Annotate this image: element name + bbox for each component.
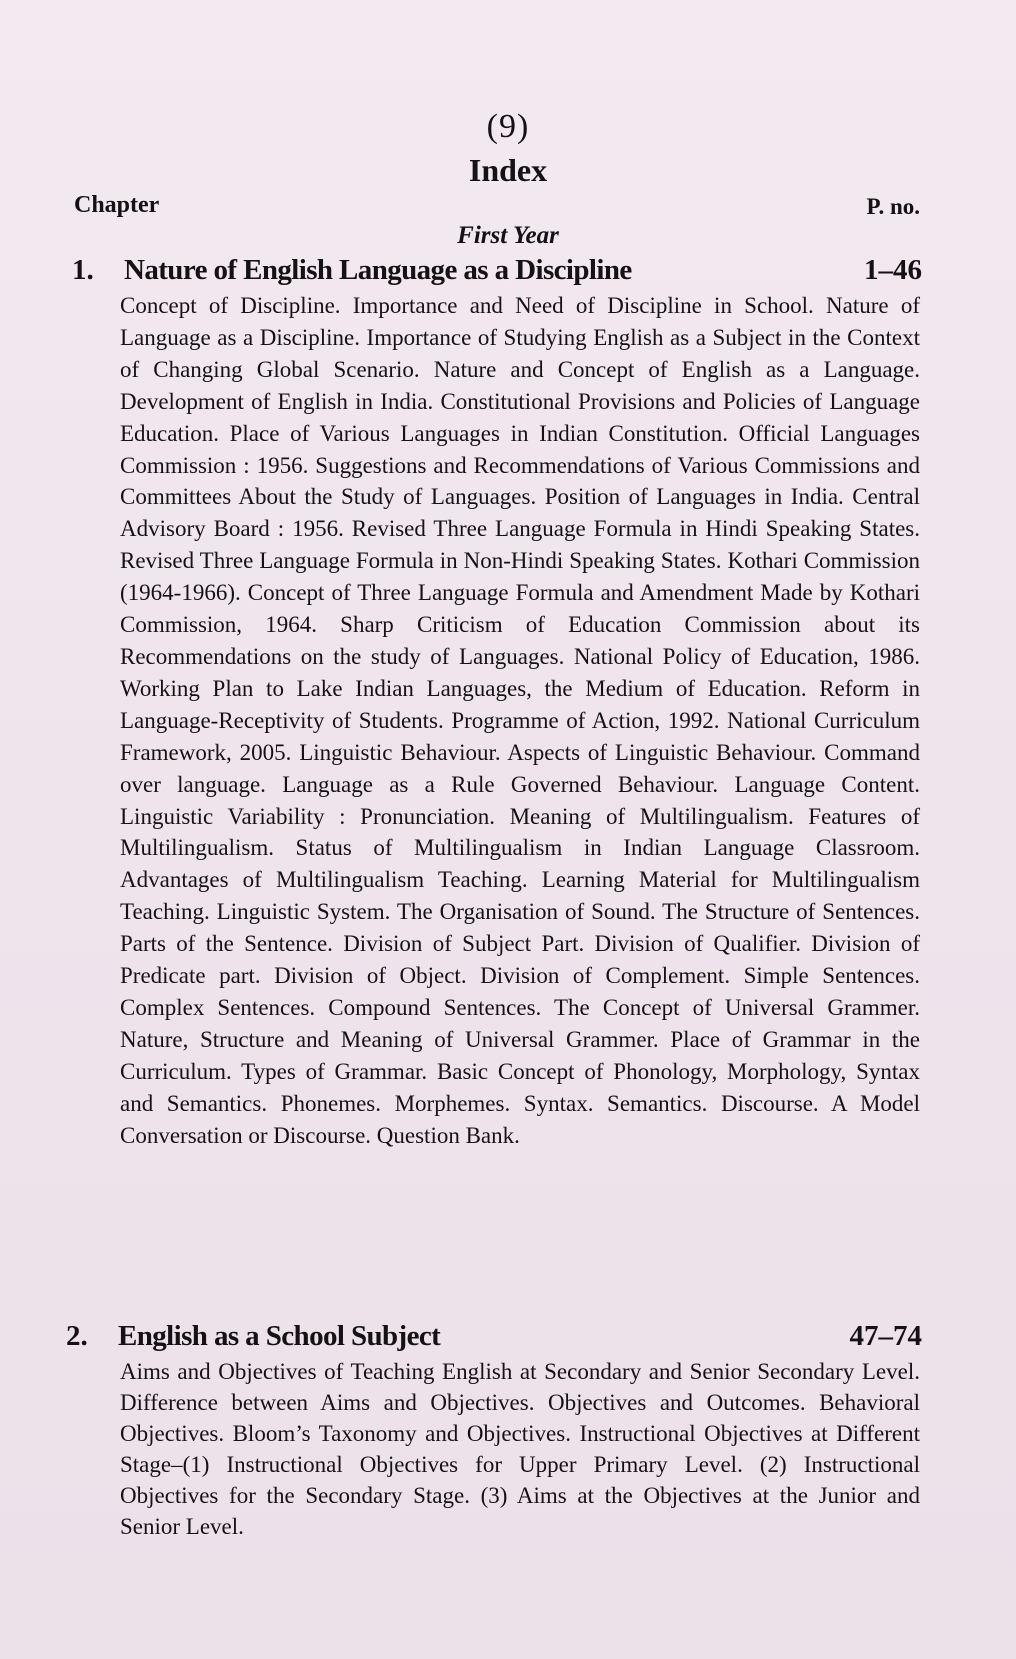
chapter-number: 2. <box>66 1320 88 1352</box>
column-header-page-number: P. no. <box>866 194 920 219</box>
chapter-description: Concept of Discipline. Importance and Need of Discipline in School. Nature of Language as a Discipline. Importance of Studying English as a Subject in the Context of Changing Global Scenario. Nature and Concept of English as a Language. Development of English in India. Constitutional Provisions and Policies of Language Education. Place of Various Languages in Indian Constitution. Official Languages Commission : 1956. Suggestions and Recommendations of Various Commissions and Committees About the Study of Languages. Position of Languages in India. Central Advisory Board : 1956. Revised Three Language Formula in Hindi Speaking States. Revised Three Language Formula in Non-Hindi Speaking States. Kothari Commission (1964-1966). Concept of Three Language Formula and Amendment Made by Kothari Commission, 1964. Sharp Criticism of Education Commission about its Recommendations on the study of Languages. National Policy of Education, 1986. Working Plan to Lake Indian Languages, the Medium of Education. Reform in Language-Receptivity of Students. Programme of Action, 1992. National Curriculum Framework, 2005. Linguistic Behaviour. Aspects of Linguistic Behaviour. Command over language. Language as a Rule Governed Behaviour. Language Content. Linguistic Variability : Pronunciation. Meaning of Multilingualism. Features of Multilingualism. Status of Multilingualism in Indian Language Classroom. Advantages of Multilingualism Teaching. Learning Material for Multilingualism Teaching. Linguistic System. The Organisation of Sound. The Structure of Sentences. Parts of the Sentence. Division of Subject Part. Division of Qualifier. Division of Predicate part. Division of Object. Division of Complement. Simple Sentences. Complex Sentences. Compound Sentences. The Concept of Universal Grammer. Nature, Structure and Meaning of Universal Grammer. Place of Grammar in the Curriculum. Types of Grammar. Basic Concept of Phonology, Morphology, Syntax and Semantics. Phonemes. Morphemes. Syntax. Semantics. Discourse. A Model Conversation or Discourse. Question Bank. <box>120 293 920 1148</box>
chapter-page-range: 47–74 <box>849 1320 922 1352</box>
page-title: Index <box>468 152 548 188</box>
chapter-title: Nature of English Language as a Discipline <box>124 254 632 286</box>
column-header-chapter: Chapter <box>74 192 160 218</box>
chapter-entry-1 <box>72 254 922 1151</box>
year-heading: First Year <box>457 222 559 249</box>
chapter-heading <box>72 254 922 294</box>
chapter-description: Aims and Objectives of Teaching English at Secondary and Senior Secondary Level. Difference between Aims and Objectives. Objectives and Outcomes. Behavioral Objectives. Bloom’s Taxonomy and Objectives. Instructional Objectives at Different Stage–(1) Instructional Objectives for Upper Primary Level. (2) Instructional Objectives for the Secondary Stage. (3) Aims at the Objectives at the Junior and Senior Level. <box>120 1359 920 1539</box>
chapter-title: English as a School Subject <box>118 1320 441 1352</box>
chapter-entry-2 <box>66 1320 922 1542</box>
page-number: (9) <box>486 108 530 145</box>
chapter-heading <box>66 1320 922 1360</box>
chapter-page-range: 1–46 <box>864 254 922 286</box>
chapter-number: 1. <box>72 254 94 286</box>
